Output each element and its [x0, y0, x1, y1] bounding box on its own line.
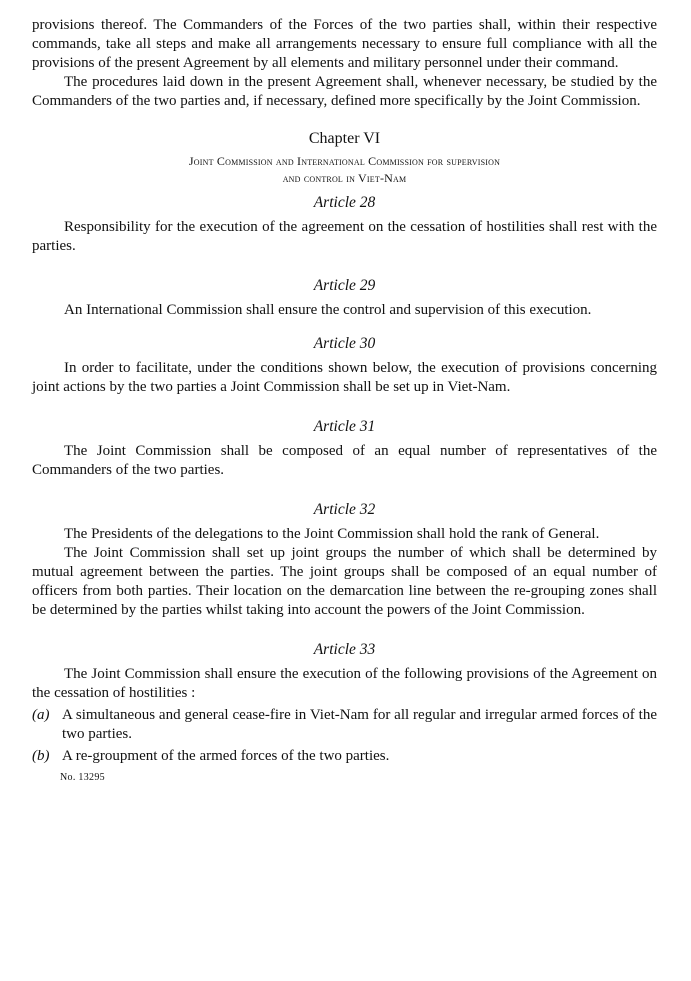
- article-30-paragraph: In order to facilitate, under the conditions shown below, the execution of provisions concerning joint actions by the two parties a Joint Commission shall be set up in Viet-Nam.: [32, 360, 657, 395]
- article-28-title: Article 28: [313, 194, 376, 211]
- list-item-label: (b): [32, 748, 50, 764]
- article-33-paragraph: The Joint Commission shall ensure the execution of the following provisions of the Agreement on the cessation of hostilities :: [32, 666, 657, 701]
- document-number: No. 13295: [60, 772, 105, 783]
- article-31-title: Article 31: [313, 418, 376, 435]
- article-32-title: Article 32: [313, 501, 376, 518]
- chapter-subtitle-line-1: Joint Commission and International Commission for supervision: [188, 154, 501, 168]
- article-32-paragraph-2: The Joint Commission shall set up joint groups the number of which shall be determined by mutual agreement between the parties. The joint groups shall be composed of an equal number of officers from both parties. Their location on the demarcation line between the re-grouping zones shall be determined by the parties whilst taking into account the powers of the Joint Commission.: [32, 545, 657, 618]
- list-item: [32, 747, 657, 766]
- article-29-title: Article 29: [313, 277, 376, 294]
- list-item-text: A simultaneous and general cease-fire in Viet-Nam for all regular and irregular armed forces of the two parties.: [62, 707, 657, 742]
- list-item-label: (a): [32, 707, 50, 723]
- article-32-paragraph-1: The Presidents of the delegations to the Joint Commission shall hold the rank of General.: [64, 526, 600, 542]
- article-31-paragraph: The Joint Commission shall be composed of an equal number of representatives of the Commanders of the two parties.: [32, 443, 657, 478]
- article-28-paragraph: Responsibility for the execution of the agreement on the cessation of hostilities shall rest with the parties.: [32, 219, 657, 254]
- article-30-title: Article 30: [313, 335, 376, 352]
- document-page: [32, 16, 657, 783]
- article-33-title: Article 33: [313, 641, 376, 658]
- list-item-text: A re-groupment of the armed forces of the two parties.: [62, 748, 390, 764]
- chapter-title: Chapter VI: [308, 130, 381, 147]
- intro-paragraph-1: provisions thereof. The Commanders of the Forces of the two parties shall, within their respective commands, take all steps and make all arrangements necessary to ensure full compliance with all the provisions of the present Agreement by all elements and military personnel under their command.: [32, 17, 657, 71]
- chapter-subtitle-line-2: and control in Viet-Nam: [282, 171, 407, 185]
- list-item: [32, 706, 657, 744]
- intro-paragraph-2: The procedures laid down in the present Agreement shall, whenever necessary, be studied by the Commanders of the two parties and, if necessary, defined more specifically by the Joint Commission.: [32, 74, 657, 109]
- article-29-paragraph: An International Commission shall ensure the control and supervision of this execution.: [64, 302, 592, 318]
- chapter-subtitle: [32, 153, 657, 187]
